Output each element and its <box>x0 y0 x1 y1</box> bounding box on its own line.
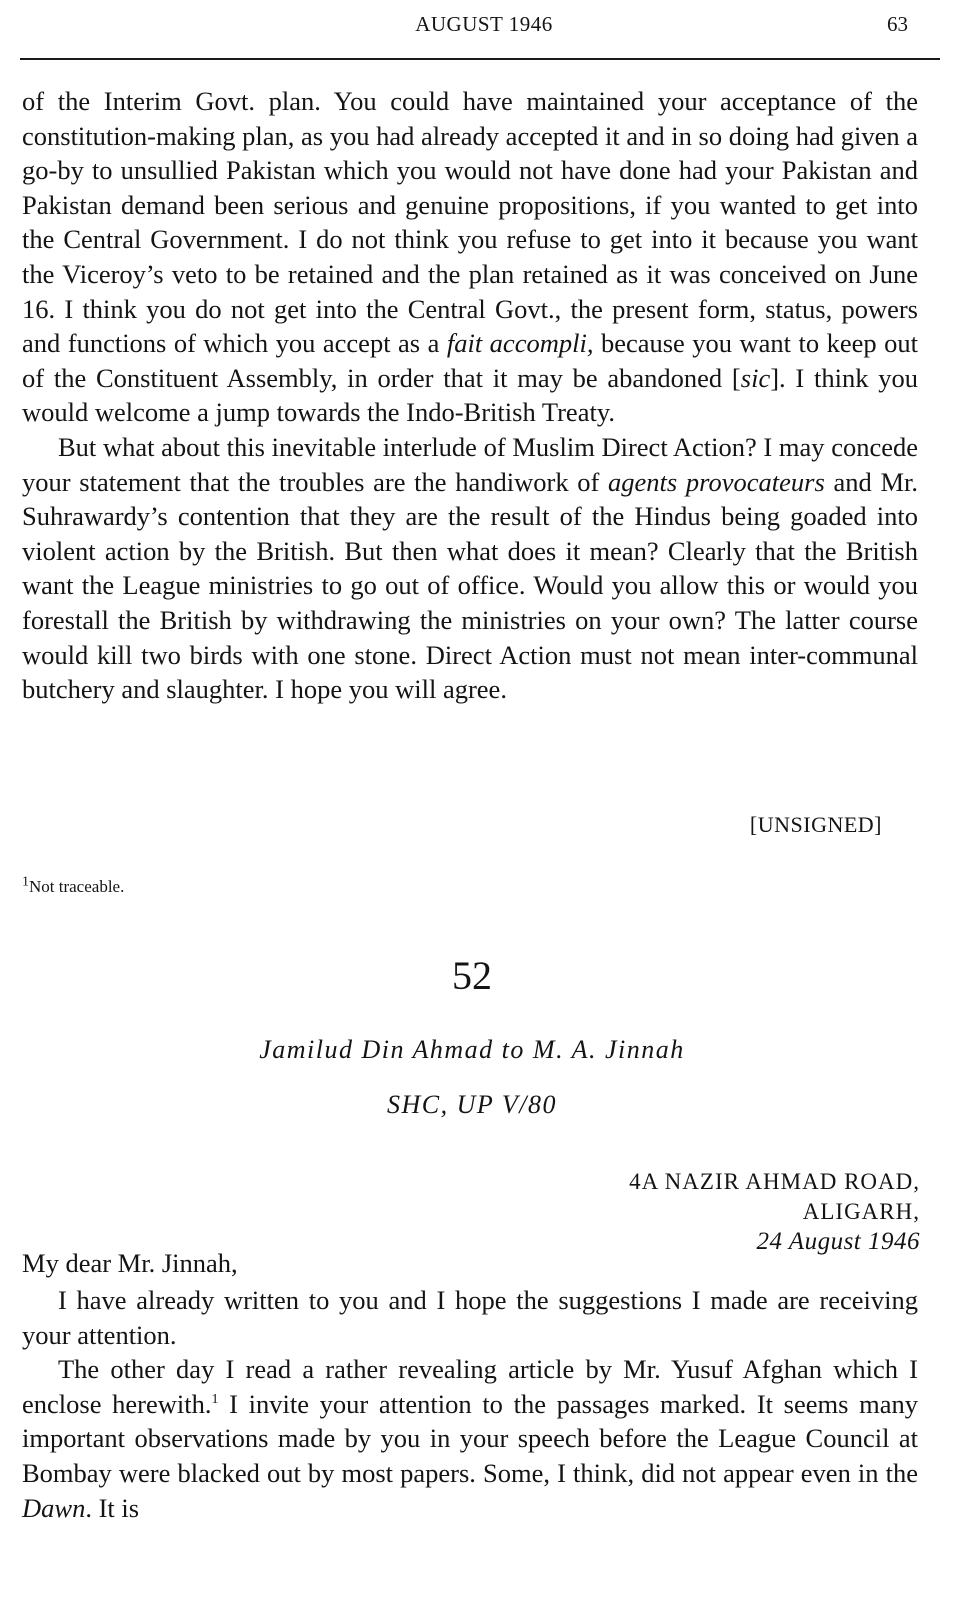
footnote-text: Not traceable. <box>29 877 125 896</box>
sender-address <box>629 1167 920 1257</box>
text-run: . It is <box>85 1492 140 1523</box>
page-number: 63 <box>887 12 908 36</box>
italic-text: sic <box>740 362 771 393</box>
text-run: I invite your attention to the passages marked. It seems many important observations made by you in your speech before the League Council at Bombay were blacked out by most papers. Some, I think, did not appear even in the <box>22 1388 918 1488</box>
continued-paragraph-2 <box>22 430 918 707</box>
footnote <box>22 874 125 897</box>
letter-date: 24 August 1946 <box>756 1228 920 1255</box>
letter-paragraph-2 <box>22 1352 918 1525</box>
text-run: But what about this inevitable interlude of Muslim Direct Action? I may concede your statement that the troubles are the handiwork of <box>22 431 918 497</box>
text-run: ]. I think you would welcome a jump towards the Indo-British Treaty. <box>22 362 919 428</box>
footnote-reference: 1 <box>211 1391 219 1407</box>
address-line-1: 4A NAZIR AHMAD ROAD, <box>629 1169 920 1194</box>
italic-text: agents provocateurs <box>608 466 825 497</box>
letter-body <box>22 1283 918 1525</box>
text-run: and Mr. Suhrawardy’s contention that they are the result of the Hindus being goaded into violent action by the British. But then what does it mean? Clearly that the British want the League ministries to go out of office. Would you allow this or would you forestall the British by withdrawing the ministries on your own? The latter course would kill two birds with one stone. Direct Action must not mean inter-communal butchery and slaughter. I hope you will agree. <box>22 466 919 705</box>
footnote-marker: 1 <box>22 874 29 890</box>
running-head <box>0 12 968 42</box>
salutation: My dear Mr. Jinnah, <box>22 1248 238 1278</box>
italic-text: Dawn <box>22 1492 86 1523</box>
text-run: of the Interim Govt. plan. You could have maintained your acceptance of the constitution-making plan, as you had already accepted it and in so doing had given a go-by to unsullied Pakistan which you would not have done had your Pakistan and Pakistan demand been serious and genuine propositions, if you wanted to get into the Central Government. I do not think you refuse to get into it because you want the Viceroy’s veto to be retained and the plan retained as it was conceived on June 16. I think you do not get into the Central Govt., the present form, status, powers and functions of which you accept as a <box>22 86 918 359</box>
running-title: AUGUST 1946 <box>415 12 553 36</box>
text-run: because you want to keep out of the Constituent Assembly, in order that it may be abandoned [ <box>22 328 918 393</box>
continued-paragraph-1 <box>22 84 918 430</box>
letter-paragraph-1: I have already written to you and I hope the suggestions I made are receiving your attention. <box>22 1285 918 1350</box>
continued-letter-body <box>22 84 918 707</box>
document-number: 52 <box>452 953 492 998</box>
italic-text: fait accompli, <box>446 328 594 359</box>
text-run: The other day I read a rather revealing article by Mr. Yusuf Afghan which I enclose herewith. <box>22 1354 918 1419</box>
document-title: Jamilud Din Ahmad to M. A. Jinnah <box>259 1035 685 1064</box>
address-line-2: ALIGARH, <box>802 1199 920 1224</box>
header-rule <box>20 58 940 60</box>
signature-unsigned: [UNSIGNED] <box>749 812 882 837</box>
document-source: SHC, UP V/80 <box>387 1090 557 1119</box>
